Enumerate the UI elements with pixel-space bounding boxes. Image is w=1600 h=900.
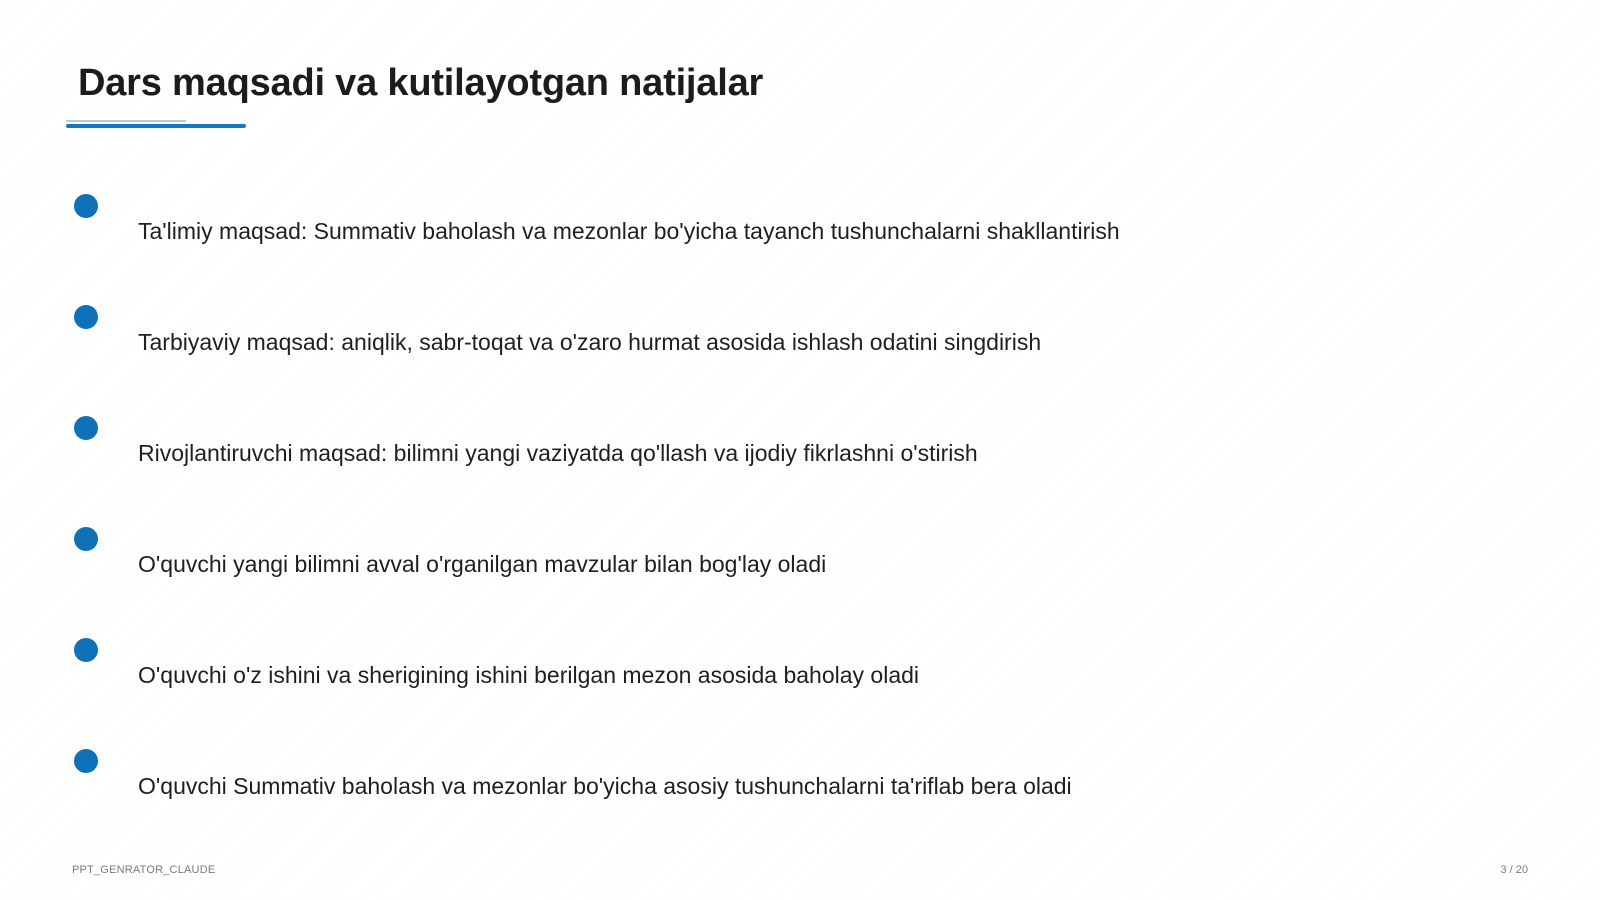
bullet-dot-icon <box>74 749 98 773</box>
page-indicator: 3 / 20 <box>1500 864 1528 876</box>
slide-title: Dars maqsadi va kutilayotgan natijalar <box>78 62 764 104</box>
bullet-text: Rivojlantiruvchi maqsad: bilimni yangi vaziyatda qo'llash va ijodiy fikrlashni o'stirish <box>138 440 978 466</box>
bullet-text: Tarbiyaviy maqsad: aniqlik, sabr-toqat va o'zaro hurmat asosida ishlash odatini singdirish <box>138 329 1042 355</box>
list-item <box>0 416 1600 496</box>
bullet-dot-icon <box>74 194 98 218</box>
bullet-text: O'quvchi yangi bilimni avval o'rganilgan mavzular bilan bog'lay oladi <box>138 551 827 577</box>
footer-generator-label: PPT_GENRATOR_CLAUDE <box>72 864 216 876</box>
bullet-text: O'quvchi Summativ baholash va mezonlar bo'yicha asosiy tushunchalarni ta'riflab bera oladi <box>138 773 1072 799</box>
bullet-dot-icon <box>74 527 98 551</box>
bullet-text: Ta'limiy maqsad: Summativ baholash va mezonlar bo'yicha tayanch tushunchalarni shakllantirish <box>138 218 1120 244</box>
bullet-dot-icon <box>74 416 98 440</box>
bullet-dot-icon <box>74 638 98 662</box>
list-item <box>0 527 1600 607</box>
bullet-dot-icon <box>74 305 98 329</box>
list-item <box>0 194 1600 274</box>
list-item <box>0 638 1600 718</box>
list-item <box>0 305 1600 385</box>
list-item <box>0 749 1600 829</box>
bullet-text: O'quvchi o'z ishini va sherigining ishini berilgan mezon asosida baholay oladi <box>138 662 920 688</box>
